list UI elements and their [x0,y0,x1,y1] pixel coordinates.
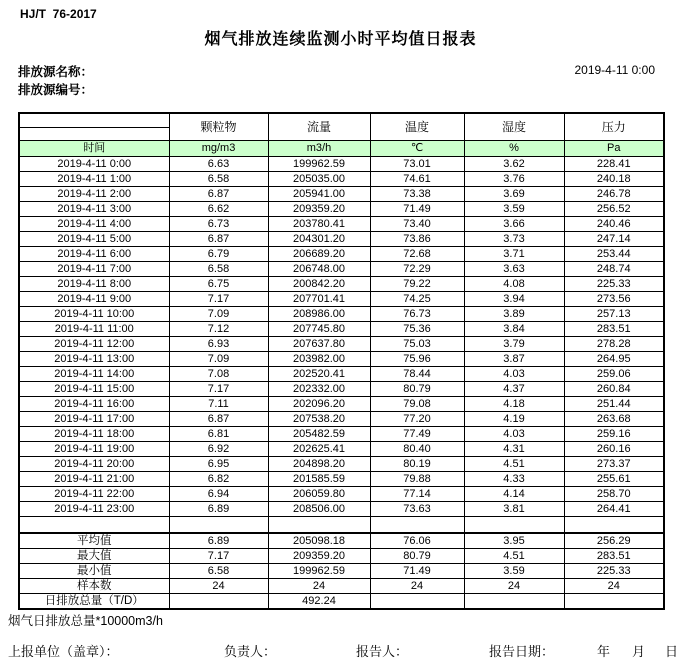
summary-row [19,533,664,549]
table-row [19,157,664,172]
blank-cell [464,517,564,534]
header-row-top [19,113,664,127]
summary-value-cell: 256.29 [564,533,664,549]
value-cell: 73.40 [370,217,464,232]
value-cell: 75.36 [370,322,464,337]
table-row [19,427,664,442]
summary-value-cell: 3.59 [464,564,564,579]
value-cell: 3.94 [464,292,564,307]
value-cell: 6.58 [169,262,268,277]
value-cell: 260.84 [564,382,664,397]
value-cell: 75.96 [370,352,464,367]
table-row [19,247,664,262]
time-cell: 2019-4-11 12:00 [19,337,169,352]
summary-value-cell: 6.58 [169,564,268,579]
value-cell: 3.62 [464,157,564,172]
value-cell: 4.33 [464,472,564,487]
responsible-label: 负责人： [224,644,277,659]
table-row [19,337,664,352]
value-cell: 202096.20 [268,397,370,412]
value-cell: 225.33 [564,277,664,292]
table-row [19,472,664,487]
time-header-cell: 时间 [19,141,169,157]
value-cell: 79.88 [370,472,464,487]
value-cell: 199962.59 [268,157,370,172]
value-cell: 251.44 [564,397,664,412]
value-cell: 3.87 [464,352,564,367]
time-cell: 2019-4-11 13:00 [19,352,169,367]
unit-cell: % [464,141,564,157]
value-cell: 6.81 [169,427,268,442]
time-cell: 2019-4-11 19:00 [19,442,169,457]
unit-row [19,141,664,157]
table-header [19,113,664,157]
value-cell: 75.03 [370,337,464,352]
table-row [19,397,664,412]
summary-value-cell: 7.17 [169,549,268,564]
value-cell: 3.59 [464,202,564,217]
spacer-row [19,517,664,534]
value-cell: 273.37 [564,457,664,472]
value-cell: 208986.00 [268,307,370,322]
value-cell: 73.38 [370,187,464,202]
value-cell: 205482.59 [268,427,370,442]
value-cell: 74.61 [370,172,464,187]
time-cell: 2019-4-11 3:00 [19,202,169,217]
value-cell: 6.79 [169,247,268,262]
table-row [19,232,664,247]
summary-row [19,579,664,594]
stamp-label: 上报单位（盖章）： [8,644,119,659]
value-cell: 80.40 [370,442,464,457]
table-row [19,172,664,187]
value-cell: 7.11 [169,397,268,412]
value-cell: 7.12 [169,322,268,337]
value-cell: 263.68 [564,412,664,427]
value-cell: 6.93 [169,337,268,352]
time-cell: 2019-4-11 0:00 [19,157,169,172]
summary-value-cell: 3.95 [464,533,564,549]
column-header-cell: 温度 [370,113,464,141]
time-cell: 2019-4-11 17:00 [19,412,169,427]
value-cell: 240.18 [564,172,664,187]
value-cell: 3.63 [464,262,564,277]
value-cell: 6.87 [169,187,268,202]
value-cell: 4.51 [464,457,564,472]
summary-row [19,549,664,564]
value-cell: 6.95 [169,457,268,472]
value-cell: 6.89 [169,502,268,517]
value-cell: 80.19 [370,457,464,472]
value-cell: 207538.20 [268,412,370,427]
time-cell: 2019-4-11 7:00 [19,262,169,277]
value-cell: 76.73 [370,307,464,322]
value-cell: 6.73 [169,217,268,232]
value-cell: 206748.00 [268,262,370,277]
value-cell: 4.18 [464,397,564,412]
value-cell: 253.44 [564,247,664,262]
value-cell: 7.08 [169,367,268,382]
value-cell: 74.25 [370,292,464,307]
value-cell: 3.81 [464,502,564,517]
summary-value-cell: 71.49 [370,564,464,579]
blank-cell [169,517,268,534]
value-cell: 240.46 [564,217,664,232]
table-row [19,367,664,382]
summary-value-cell: 492.24 [268,594,370,610]
summary-rows [19,517,664,610]
table-row [19,442,664,457]
value-cell: 4.03 [464,367,564,382]
value-cell: 255.61 [564,472,664,487]
value-cell: 209359.20 [268,202,370,217]
reporter-label: 报告人： [356,644,409,659]
value-cell: 204301.20 [268,232,370,247]
column-header-cell: 压力 [564,113,664,141]
time-cell: 2019-4-11 21:00 [19,472,169,487]
value-cell: 3.76 [464,172,564,187]
time-cell: 2019-4-11 15:00 [19,382,169,397]
value-cell: 78.44 [370,367,464,382]
value-cell: 247.14 [564,232,664,247]
value-cell: 4.14 [464,487,564,502]
data-rows [19,157,664,517]
value-cell: 264.41 [564,502,664,517]
signature-row [0,641,681,657]
value-cell: 73.63 [370,502,464,517]
value-cell: 228.41 [564,157,664,172]
value-cell: 202520.41 [268,367,370,382]
value-cell: 258.70 [564,487,664,502]
summary-value-cell [370,594,464,610]
table-row [19,202,664,217]
standard-code: HJ/T 76-2017 [20,7,97,21]
value-cell: 259.16 [564,427,664,442]
time-cell: 2019-4-11 6:00 [19,247,169,262]
source-name-label: 排放源名称： [18,65,94,79]
value-cell: 6.58 [169,172,268,187]
table-row [19,307,664,322]
value-cell: 3.89 [464,307,564,322]
summary-value-cell: 24 [370,579,464,594]
unit-cell: m3/h [268,141,370,157]
table-row [19,382,664,397]
summary-value-cell: 24 [169,579,268,594]
summary-label-cell: 最大值 [19,549,169,564]
summary-value-cell: 225.33 [564,564,664,579]
table-row [19,322,664,337]
value-cell: 203780.41 [268,217,370,232]
table-row [19,412,664,427]
value-cell: 273.56 [564,292,664,307]
time-cell: 2019-4-11 4:00 [19,217,169,232]
summary-label-cell: 最小值 [19,564,169,579]
value-cell: 3.84 [464,322,564,337]
blank-cell [19,517,169,534]
summary-value-cell [564,594,664,610]
value-cell: 6.94 [169,487,268,502]
value-cell: 200842.20 [268,277,370,292]
value-cell: 205941.00 [268,187,370,202]
value-cell: 6.75 [169,277,268,292]
unit-cell: Pa [564,141,664,157]
time-cell: 2019-4-11 8:00 [19,277,169,292]
value-cell: 73.86 [370,232,464,247]
time-cell: 2019-4-11 18:00 [19,427,169,442]
value-cell: 77.14 [370,487,464,502]
value-cell: 201585.59 [268,472,370,487]
time-cell: 2019-4-11 2:00 [19,187,169,202]
value-cell: 72.68 [370,247,464,262]
value-cell: 205035.00 [268,172,370,187]
summary-value-cell: 209359.20 [268,549,370,564]
value-cell: 7.17 [169,292,268,307]
value-cell: 3.66 [464,217,564,232]
column-header-cell: 流量 [268,113,370,141]
blank-cell [19,113,169,127]
table-row [19,487,664,502]
table-row [19,262,664,277]
summary-value-cell: 4.51 [464,549,564,564]
value-cell: 6.87 [169,412,268,427]
year-label: 年 [597,644,611,659]
summary-value-cell: 24 [564,579,664,594]
value-cell: 278.28 [564,337,664,352]
summary-value-cell: 199962.59 [268,564,370,579]
blank-cell [370,517,464,534]
report-datetime: 2019-4-11 0:00 [574,63,655,77]
summary-value-cell [169,594,268,610]
table-row [19,502,664,517]
value-cell: 71.49 [370,202,464,217]
value-cell: 77.20 [370,412,464,427]
value-cell: 207637.80 [268,337,370,352]
value-cell: 248.74 [564,262,664,277]
value-cell: 257.13 [564,307,664,322]
value-cell: 77.49 [370,427,464,442]
value-cell: 206689.20 [268,247,370,262]
value-cell: 203982.00 [268,352,370,367]
value-cell: 79.22 [370,277,464,292]
page-title: 烟气排放连续监测小时平均值日报表 [204,31,477,48]
summary-label-cell: 日排放总量（T/D） [19,594,169,610]
table-row [19,187,664,202]
value-cell: 202625.41 [268,442,370,457]
value-cell: 264.95 [564,352,664,367]
time-cell: 2019-4-11 1:00 [19,172,169,187]
blank-cell [19,127,169,141]
value-cell: 4.03 [464,427,564,442]
summary-row [19,564,664,579]
value-cell: 259.06 [564,367,664,382]
month-label: 月 [632,644,646,659]
report-table [18,112,665,610]
summary-value-cell [464,594,564,610]
value-cell: 4.08 [464,277,564,292]
time-cell: 2019-4-11 9:00 [19,292,169,307]
summary-value-cell: 205098.18 [268,533,370,549]
table-row [19,292,664,307]
blank-cell [268,517,370,534]
day-label: 日 [665,644,679,659]
unit-cell: mg/m3 [169,141,268,157]
summary-value-cell: 6.89 [169,533,268,549]
value-cell: 73.01 [370,157,464,172]
value-cell: 79.08 [370,397,464,412]
time-cell: 2019-4-11 10:00 [19,307,169,322]
source-id-label: 排放源编号： [18,83,94,97]
blank-cell [564,517,664,534]
time-cell: 2019-4-11 23:00 [19,502,169,517]
time-cell: 2019-4-11 5:00 [19,232,169,247]
summary-value-cell: 283.51 [564,549,664,564]
table-row [19,277,664,292]
table-row [19,217,664,232]
value-cell: 3.71 [464,247,564,262]
value-cell: 208506.00 [268,502,370,517]
summary-row [19,594,664,610]
column-header-cell: 颗粒物 [169,113,268,141]
total-emission-note: 烟气日排放总量*10000m3/h [8,614,163,628]
value-cell: 283.51 [564,322,664,337]
time-cell: 2019-4-11 14:00 [19,367,169,382]
value-cell: 246.78 [564,187,664,202]
value-cell: 6.63 [169,157,268,172]
time-cell: 2019-4-11 16:00 [19,397,169,412]
value-cell: 202332.00 [268,382,370,397]
table-row [19,457,664,472]
time-cell: 2019-4-11 22:00 [19,487,169,502]
value-cell: 6.62 [169,202,268,217]
value-cell: 4.31 [464,442,564,457]
summary-value-cell: 24 [464,579,564,594]
value-cell: 204898.20 [268,457,370,472]
value-cell: 7.09 [169,307,268,322]
value-cell: 207745.80 [268,322,370,337]
summary-value-cell: 76.06 [370,533,464,549]
value-cell: 6.92 [169,442,268,457]
value-cell: 256.52 [564,202,664,217]
time-cell: 2019-4-11 20:00 [19,457,169,472]
time-cell: 2019-4-11 11:00 [19,322,169,337]
value-cell: 4.37 [464,382,564,397]
value-cell: 7.09 [169,352,268,367]
value-cell: 72.29 [370,262,464,277]
column-header-cell: 湿度 [464,113,564,141]
value-cell: 207701.41 [268,292,370,307]
summary-value-cell: 80.79 [370,549,464,564]
summary-label-cell: 平均值 [19,533,169,549]
value-cell: 4.19 [464,412,564,427]
report-date-label: 报告日期： [489,644,555,659]
unit-cell: ℃ [370,141,464,157]
value-cell: 260.16 [564,442,664,457]
summary-label-cell: 样本数 [19,579,169,594]
value-cell: 80.79 [370,382,464,397]
value-cell: 6.82 [169,472,268,487]
table-row [19,352,664,367]
value-cell: 3.69 [464,187,564,202]
value-cell: 206059.80 [268,487,370,502]
value-cell: 6.87 [169,232,268,247]
value-cell: 3.73 [464,232,564,247]
summary-value-cell: 24 [268,579,370,594]
value-cell: 7.17 [169,382,268,397]
value-cell: 3.79 [464,337,564,352]
